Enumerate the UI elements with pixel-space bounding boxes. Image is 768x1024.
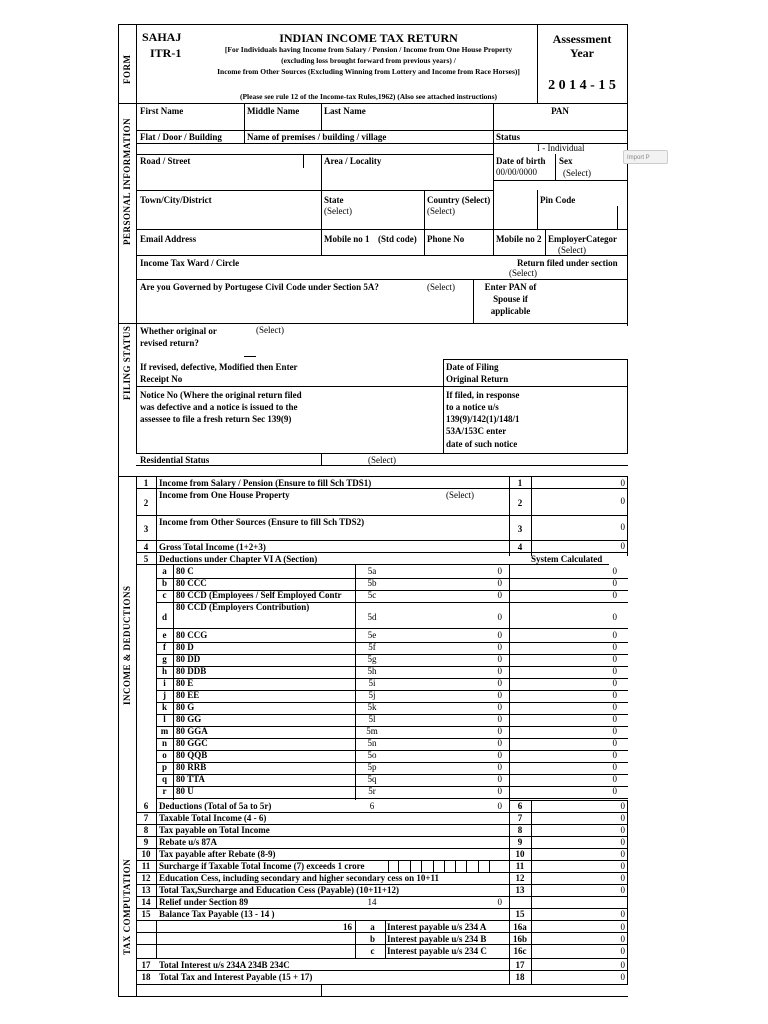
row-number: 3 bbox=[143, 524, 149, 534]
mobile2-field[interactable]: Mobile no 2 bbox=[496, 234, 542, 244]
deduction-name: 80 CCD (Employees / Self Employed Contr bbox=[176, 590, 342, 600]
row-code: 18 bbox=[515, 972, 525, 982]
spouse-pan-label-1: Enter PAN of bbox=[484, 282, 537, 292]
deduction-system-value: 0 bbox=[612, 566, 617, 576]
row-divider bbox=[156, 714, 628, 715]
title-sub3: Income from Other Sources (Excluding Winning from Lottery and Income from Race Horses)] bbox=[217, 67, 520, 76]
deductions-header: Deductions under Chapter VI A (Section) bbox=[159, 554, 318, 564]
response-label-5: date of such notice bbox=[446, 439, 518, 449]
row-divider bbox=[156, 798, 628, 799]
deduction-code: 5d bbox=[367, 612, 377, 622]
row-number: 9 bbox=[143, 837, 149, 847]
deduction-system-value: 0 bbox=[612, 786, 617, 796]
first-name-field[interactable]: First Name bbox=[140, 106, 184, 116]
tax-row-value: 0 bbox=[620, 849, 625, 859]
deduction-letter: j bbox=[163, 690, 166, 700]
row-number: 13 bbox=[141, 885, 151, 895]
deduction-system-value: 0 bbox=[612, 726, 617, 736]
row-divider bbox=[156, 690, 628, 691]
section-filing: FILING STATUS bbox=[122, 325, 132, 400]
total-payable-label: Total Tax and Interest Payable (15 + 17) bbox=[159, 972, 313, 982]
deduction-system-value: 0 bbox=[612, 612, 617, 622]
deduction-system-value: 0 bbox=[612, 774, 617, 784]
original-label-1: Whether original or bbox=[140, 326, 217, 336]
notice-label-3: assessee to file a fresh return Sec 139(9) bbox=[140, 414, 292, 424]
deduction-claimed-input[interactable]: 0 bbox=[497, 786, 502, 796]
deduction-code: 5c bbox=[367, 590, 377, 600]
section-personal: PERSONAL INFORMATION bbox=[122, 117, 132, 245]
tax-row-value: 0 bbox=[620, 861, 625, 871]
dob-label: Date of birth bbox=[496, 156, 546, 166]
row-code: 10 bbox=[515, 849, 525, 859]
sex-label: Sex bbox=[559, 156, 573, 166]
interest-letter: a bbox=[370, 922, 375, 932]
deduction-name: 80 E bbox=[176, 678, 194, 688]
interest-value: 0 bbox=[620, 934, 625, 944]
date-filing-label-2: Original Return bbox=[446, 374, 509, 384]
deduction-code: 5k bbox=[367, 702, 377, 712]
row-code: 4 bbox=[517, 542, 523, 552]
deduction-code: 5j bbox=[368, 690, 376, 700]
deduction-system-value: 0 bbox=[612, 578, 617, 588]
tax-row-value: 0 bbox=[620, 801, 625, 811]
tax-mid-code: 6 bbox=[369, 801, 375, 811]
deduction-letter: c bbox=[162, 590, 167, 600]
ay-label-2: Year bbox=[570, 46, 594, 60]
row-code: 1 bbox=[517, 478, 523, 488]
deduction-name: 80 GG bbox=[176, 714, 202, 724]
state-label: State bbox=[324, 195, 344, 205]
deduction-letter: r bbox=[162, 786, 167, 796]
phone-field[interactable]: Phone No bbox=[427, 234, 465, 244]
deduction-code: 5g bbox=[367, 654, 377, 664]
deduction-name: 80 DD bbox=[176, 654, 201, 664]
original-select[interactable]: (Select) bbox=[256, 325, 284, 335]
row-number: 18 bbox=[141, 972, 151, 982]
deduction-name: 80 CCD (Employers Contribution) bbox=[176, 602, 310, 612]
deduction-claimed-input[interactable]: 0 bbox=[497, 750, 502, 760]
deduction-system-value: 0 bbox=[612, 654, 617, 664]
deduction-claimed-input[interactable]: 0 bbox=[497, 726, 502, 736]
deduction-letter: p bbox=[161, 762, 167, 772]
deduction-system-value: 0 bbox=[612, 702, 617, 712]
tax-row-value: 0 bbox=[620, 873, 625, 883]
state-select[interactable]: (Select) bbox=[324, 206, 352, 216]
system-calculated-header: System Calculated bbox=[531, 554, 603, 564]
deduction-system-value: 0 bbox=[612, 750, 617, 760]
row-number: 5 bbox=[143, 554, 149, 564]
deduction-letter: o bbox=[162, 750, 167, 760]
deduction-code: 5p bbox=[367, 762, 377, 772]
spouse-pan-label-3: applicable bbox=[490, 306, 531, 316]
row-number: 7 bbox=[143, 813, 149, 823]
import-tab-label: Import P bbox=[627, 155, 650, 161]
deduction-system-value: 0 bbox=[612, 630, 617, 640]
itr-label: ITR-1 bbox=[150, 46, 182, 60]
deduction-letter: q bbox=[161, 774, 167, 784]
return-section-label: Return filed under section bbox=[517, 258, 618, 268]
row-number: 11 bbox=[141, 861, 151, 871]
row-code: 6 bbox=[517, 801, 523, 811]
deduction-system-value: 0 bbox=[612, 666, 617, 676]
country-label: Country (Select) bbox=[427, 195, 491, 205]
row-divider bbox=[156, 628, 628, 629]
deduction-claimed-input[interactable]: 0 bbox=[497, 738, 502, 748]
rule-note: (Please see rule 12 of the Income-tax Rules,1962) (Also see attached instructions) bbox=[239, 92, 498, 101]
deduction-claimed-input[interactable]: 0 bbox=[497, 678, 502, 688]
row-code: 17 bbox=[515, 960, 525, 970]
row-code: 15 bbox=[515, 909, 525, 919]
tax-row-value: 0 bbox=[620, 885, 625, 895]
date-filing-label-1: Date of Filing bbox=[446, 362, 499, 372]
row-number: 14 bbox=[141, 897, 151, 907]
deduction-claimed-input[interactable]: 0 bbox=[497, 612, 502, 622]
interest-label: Interest payable u/s 234 C bbox=[387, 946, 487, 956]
road-field[interactable]: Road / Street bbox=[140, 156, 191, 166]
spouse-pan-label-2: Spouse if bbox=[493, 294, 528, 304]
title-sub1: [For Individuals having Income from Salary / Pension / Income from One House Property bbox=[224, 45, 513, 54]
gross-total-label: Gross Total Income (1+2+3) bbox=[159, 542, 266, 552]
deduction-letter: n bbox=[161, 738, 167, 748]
deduction-letter: a bbox=[162, 566, 167, 576]
form-side-label: FORM bbox=[122, 54, 132, 84]
revised-label-2: Receipt No bbox=[140, 374, 183, 384]
row-number: 10 bbox=[141, 849, 151, 859]
residential-label: Residential Status bbox=[140, 455, 210, 465]
deduction-system-value: 0 bbox=[612, 714, 617, 724]
deduction-name: 80 U bbox=[176, 786, 194, 796]
interest-divider bbox=[385, 920, 386, 958]
row-code: 12 bbox=[515, 873, 525, 883]
deduction-claimed-input[interactable]: 0 bbox=[497, 774, 502, 784]
total-interest-label: Total Interest u/s 234A 234B 234C bbox=[159, 960, 290, 970]
interest-row-number: 16 bbox=[343, 922, 352, 932]
notice-label-1: Notice No (Where the original return filed bbox=[140, 390, 302, 400]
row-divider bbox=[156, 702, 628, 703]
deduction-name: 80 C bbox=[176, 566, 194, 576]
tax-row-label: Tax payable on Total Income bbox=[159, 825, 270, 835]
interest-value: 0 bbox=[620, 922, 625, 932]
deduction-code: 5r bbox=[368, 786, 376, 796]
deduction-system-value: 0 bbox=[612, 690, 617, 700]
tax-row-label: Deductions (Total of 5a to 5r) bbox=[159, 801, 272, 811]
deduction-claimed-input[interactable]: 0 bbox=[497, 666, 502, 676]
row-divider bbox=[156, 578, 628, 579]
tax-row-label: Total Tax,Surcharge and Education Cess (Payable) (10+11+12) bbox=[159, 885, 400, 895]
row-code: 8 bbox=[517, 825, 523, 835]
middle-name-field[interactable]: Middle Name bbox=[247, 106, 300, 116]
deduction-name: 80 CCG bbox=[176, 630, 208, 640]
tax-mid-code: 14 bbox=[367, 897, 377, 907]
row-number: 15 bbox=[141, 909, 151, 919]
deduction-name: 80 CCC bbox=[176, 578, 207, 588]
interest-value: 0 bbox=[620, 946, 625, 956]
sex-select[interactable]: (Select) bbox=[563, 168, 591, 178]
row-number: 17 bbox=[141, 960, 151, 970]
tax-row-value: 0 bbox=[620, 909, 625, 919]
original-label-2: revised return? bbox=[140, 338, 199, 348]
status-label: Status bbox=[496, 132, 521, 142]
area-field[interactable]: Area / Locality bbox=[324, 156, 382, 166]
last-name-field[interactable]: Last Name bbox=[324, 106, 366, 116]
pincode-field[interactable]: Pin Code bbox=[540, 195, 576, 205]
deduction-name: 80 EE bbox=[176, 690, 200, 700]
page-title: INDIAN INCOME TAX RETURN bbox=[279, 31, 458, 45]
assessment-year: 2 0 1 4 - 1 5 bbox=[548, 78, 616, 93]
deduction-code: 5b bbox=[367, 578, 377, 588]
mobile1-field[interactable]: Mobile no 1 bbox=[324, 234, 370, 244]
row-code: 16b bbox=[512, 934, 527, 944]
house-property-label: Income from One House Property bbox=[159, 490, 290, 500]
other-sources-value[interactable]: 0 bbox=[620, 522, 625, 532]
deduction-letter: i bbox=[163, 678, 166, 688]
deduction-name: 80 D bbox=[176, 642, 194, 652]
response-label-3: 139(9)/142(1)/148/1 bbox=[446, 414, 520, 424]
deduction-letter: f bbox=[163, 642, 166, 652]
employer-select[interactable]: (Select) bbox=[558, 245, 586, 255]
deduction-code: 5m bbox=[366, 726, 378, 736]
gross-total-value: 0 bbox=[620, 541, 625, 551]
tax-row-label: Balance Tax Payable (13 - 14 ) bbox=[159, 909, 275, 919]
deduction-system-value: 0 bbox=[612, 590, 617, 600]
row-code: 2 bbox=[517, 498, 523, 508]
deduction-name: 80 RRB bbox=[176, 762, 207, 772]
interest-letter: b bbox=[369, 934, 375, 944]
import-tab[interactable] bbox=[623, 150, 668, 164]
ward-field[interactable]: Income Tax Ward / Circle bbox=[140, 258, 240, 268]
deduction-letter: l bbox=[163, 714, 166, 724]
tax-row-value: 0 bbox=[620, 837, 625, 847]
row-code: 3 bbox=[517, 524, 523, 534]
deduction-claimed-input[interactable]: 0 bbox=[497, 566, 502, 576]
employer-label: EmployerCategor bbox=[548, 234, 617, 244]
row-number: 4 bbox=[143, 542, 149, 552]
deduction-system-value: 0 bbox=[612, 762, 617, 772]
tax-mid-value: 0 bbox=[497, 801, 502, 811]
pan-field[interactable]: PAN bbox=[551, 106, 569, 116]
deduction-code: 5o bbox=[367, 750, 377, 760]
deduction-name: 80 GGA bbox=[176, 726, 208, 736]
deduction-code: 5i bbox=[368, 678, 376, 688]
row-number: 6 bbox=[143, 801, 149, 811]
house-property-select[interactable]: (Select) bbox=[446, 490, 474, 500]
row-code: 13 bbox=[515, 885, 525, 895]
row-code: 9 bbox=[517, 837, 523, 847]
deduction-code: 5l bbox=[368, 714, 376, 724]
interest-letter: c bbox=[370, 946, 375, 956]
deduction-letter: h bbox=[161, 666, 167, 676]
deduction-letter: k bbox=[161, 702, 167, 712]
other-sources-label: Income from Other Sources (Ensure to fill Sch TDS2) bbox=[159, 517, 365, 527]
deduction-claimed-input[interactable]: 0 bbox=[497, 690, 502, 700]
title-sub2: (excluding loss brought forward from previous years) / bbox=[281, 56, 456, 65]
row-code: 16c bbox=[513, 946, 527, 956]
deduction-letter: d bbox=[161, 612, 167, 622]
deduction-name: 80 GGC bbox=[176, 738, 208, 748]
deduction-claimed-input[interactable]: 0 bbox=[497, 578, 502, 588]
deduction-system-value: 0 bbox=[612, 678, 617, 688]
section-tax: TAX COMPUTATION bbox=[122, 858, 132, 955]
row-number: 1 bbox=[143, 478, 149, 488]
row-divider bbox=[156, 666, 628, 667]
deduction-code: 5f bbox=[368, 642, 376, 652]
deduction-claimed-input[interactable]: 0 bbox=[497, 642, 502, 652]
deduction-name: 80 QQB bbox=[176, 750, 208, 760]
dob-input[interactable]: 00/00/0000 bbox=[496, 167, 538, 177]
deduction-name: 80 DDB bbox=[176, 666, 207, 676]
row-divider bbox=[156, 654, 628, 655]
sahaj-label: SAHAJ bbox=[142, 30, 182, 44]
tax-row-value: 0 bbox=[620, 825, 625, 835]
deduction-letter: e bbox=[162, 630, 167, 640]
house-property-value[interactable]: 0 bbox=[620, 496, 625, 506]
tax-row-value: 0 bbox=[620, 813, 625, 823]
row-divider bbox=[156, 738, 628, 739]
row-number: 8 bbox=[143, 825, 149, 835]
deduction-name: 80 TTA bbox=[176, 774, 205, 784]
portugese-select[interactable]: (Select) bbox=[427, 282, 455, 292]
response-label-1: If filed, in response bbox=[446, 390, 520, 400]
tax-row-label: Surcharge if Taxable Total Income (7) exceeds 1 crore bbox=[159, 861, 365, 871]
interest-label: Interest payable u/s 234 B bbox=[387, 934, 487, 944]
row-code: 7 bbox=[517, 813, 523, 823]
total-interest-value: 0 bbox=[620, 960, 625, 970]
row-divider bbox=[156, 786, 628, 787]
row-divider bbox=[156, 642, 628, 643]
revised-label-1: If revised, defective, Modified then Enter bbox=[140, 362, 298, 372]
premises-field[interactable]: Name of premises / building / village bbox=[247, 132, 387, 142]
email-field[interactable]: Email Address bbox=[140, 234, 197, 244]
status-select[interactable]: I - Individual bbox=[537, 143, 585, 153]
return-section-select[interactable]: (Select) bbox=[509, 268, 537, 278]
deduction-claimed-input[interactable]: 0 bbox=[497, 654, 502, 664]
tax-row-label: Relief under Section 89 bbox=[159, 897, 249, 907]
tax-mid-value[interactable]: 0 bbox=[497, 897, 502, 907]
deduction-code: 5a bbox=[367, 566, 377, 576]
deduction-code: 5n bbox=[367, 738, 377, 748]
row-code: 11 bbox=[515, 861, 525, 871]
row-divider bbox=[156, 678, 628, 679]
interest-label: Interest payable u/s 234 A bbox=[387, 922, 487, 932]
deduction-system-value: 0 bbox=[612, 642, 617, 652]
deduction-letter: b bbox=[161, 578, 167, 588]
country-select[interactable]: (Select) bbox=[427, 206, 455, 216]
row-divider bbox=[156, 726, 628, 727]
row-divider bbox=[156, 762, 628, 763]
portugese-label: Are you Governed by Portugese Civil Code under Section 5A? bbox=[140, 282, 379, 292]
deduction-claimed-input[interactable]: 0 bbox=[497, 630, 502, 640]
std-code-label: (Std code) bbox=[378, 234, 417, 244]
deduction-code: 5q bbox=[367, 774, 377, 784]
ay-label-1: Assessment bbox=[552, 32, 612, 46]
deduction-code: 5e bbox=[367, 630, 377, 640]
row-number: 2 bbox=[143, 498, 149, 508]
row-number: 12 bbox=[141, 873, 151, 883]
row-divider bbox=[156, 774, 628, 775]
notice-label-2: was defective and a notice is issued to the bbox=[140, 402, 298, 412]
deduction-claimed-input[interactable]: 0 bbox=[497, 590, 502, 600]
deduction-claimed-input[interactable]: 0 bbox=[497, 702, 502, 712]
town-field[interactable]: Town/City/District bbox=[140, 195, 212, 205]
tax-row-label: Rebate u/s 87A bbox=[159, 837, 217, 847]
total-payable-value: 0 bbox=[620, 972, 625, 982]
tax-row-label: Tax payable after Rebate (8-9) bbox=[159, 849, 276, 859]
response-label-2: to a notice u/s bbox=[446, 402, 499, 412]
tax-row-label: Education Cess, including secondary and higher secondary cess on 10+11 bbox=[159, 873, 440, 883]
deduction-system-value: 0 bbox=[612, 738, 617, 748]
salary-income-label: Income from Salary / Pension (Ensure to fill Sch TDS1) bbox=[159, 478, 372, 488]
deduction-letter: m bbox=[160, 726, 169, 736]
section-income: INCOME & DEDUCTIONS bbox=[122, 585, 132, 705]
flat-field[interactable]: Flat / Door / Building bbox=[140, 132, 222, 142]
deduction-claimed-input[interactable]: 0 bbox=[497, 762, 502, 772]
deduction-letter: g bbox=[162, 654, 167, 664]
response-label-4: 53A/153C enter bbox=[446, 426, 507, 436]
salary-income-value[interactable]: 0 bbox=[620, 478, 625, 488]
row-divider bbox=[156, 750, 628, 751]
tax-row-label: Taxable Total Income (4 - 6) bbox=[159, 813, 267, 823]
deduction-name: 80 G bbox=[176, 702, 195, 712]
residential-select[interactable]: (Select) bbox=[368, 455, 396, 465]
deduction-code: 5h bbox=[367, 666, 377, 676]
deduction-claimed-input[interactable]: 0 bbox=[497, 714, 502, 724]
row-code: 16a bbox=[513, 922, 527, 932]
